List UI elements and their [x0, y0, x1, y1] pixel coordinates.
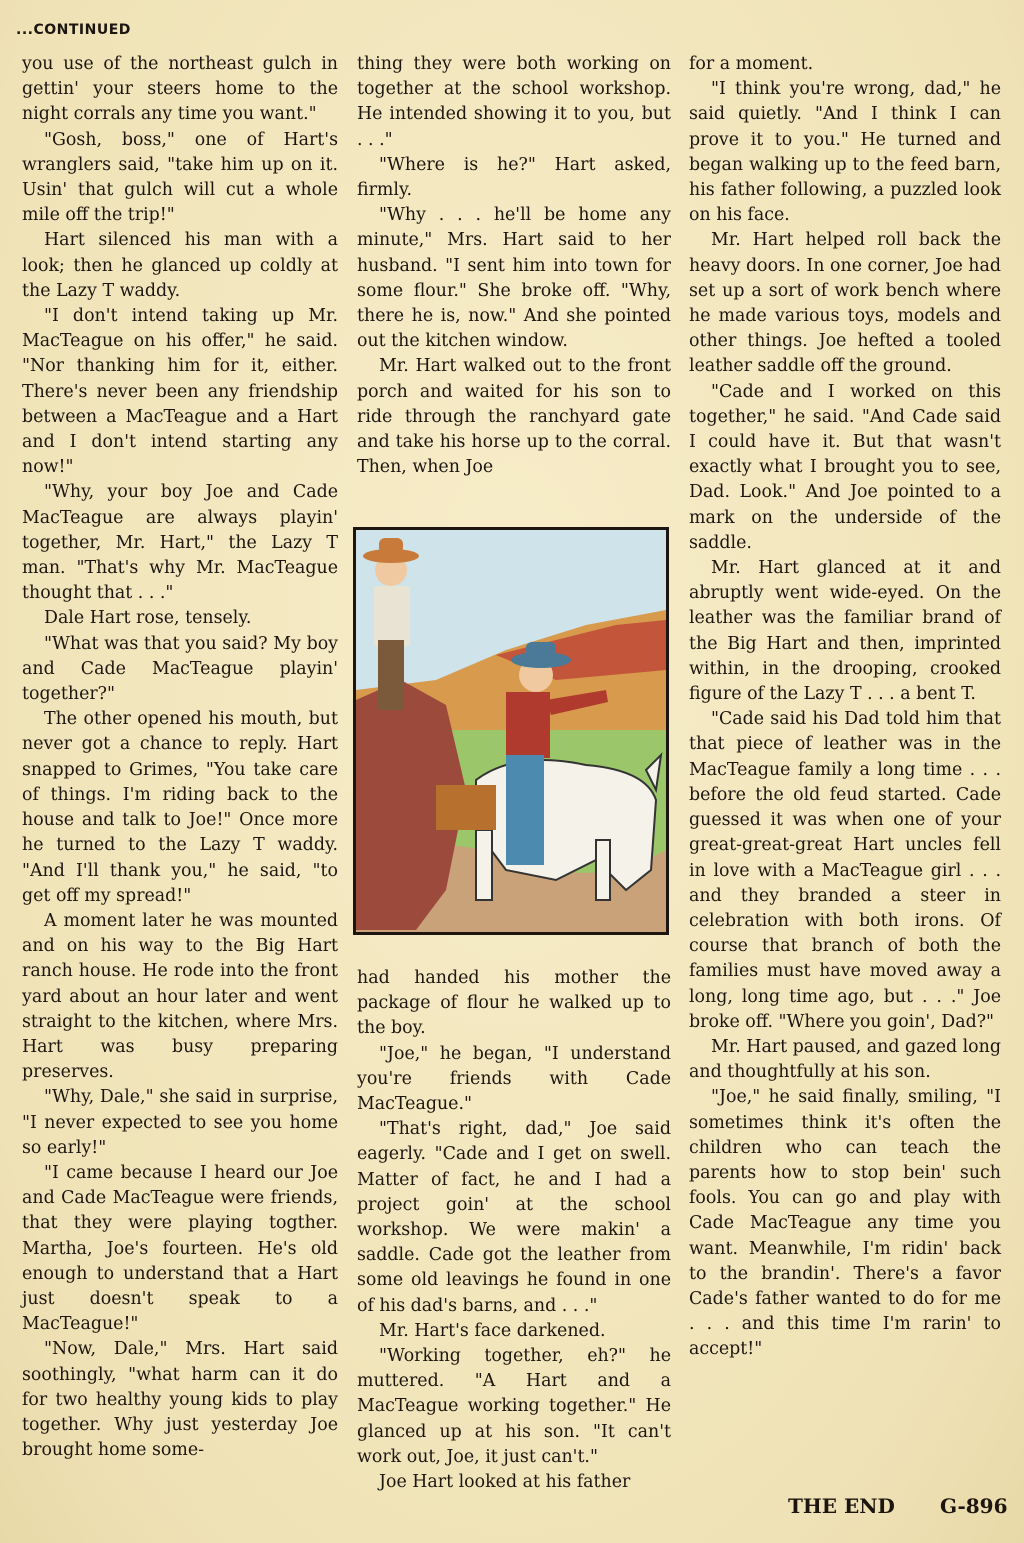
paragraph: "What was that you said? My boy and Cade MacTeague playin' together?": [22, 633, 338, 705]
cowboys-on-horseback-illustration: [356, 530, 666, 932]
paragraph: Mr. Hart's face darkened.: [379, 1320, 606, 1341]
paragraph: "Cade and I worked on this together," he said. "And Cade said I could have it. But that wasn't exactly what I brought you to see, Dad. Look." And Joe pointed to a mark on the underside of the saddle.: [689, 381, 1001, 553]
paragraph: "Where is he?" Hart asked, firmly.: [357, 154, 671, 201]
paragraph: Hart silenced his man with a look; then he glanced up coldly at the Lazy T waddy.: [22, 230, 338, 301]
paragraph: "Joe," he began, "I understand you're friends with Cade MacTeague.": [357, 1043, 671, 1115]
the-end-label: THE END: [788, 1494, 895, 1518]
comic-illustration: [353, 527, 669, 935]
story-code: G-896: [940, 1494, 1008, 1518]
paragraph: "That's right, dad," Joe said eagerly. "Cade and I get on swell. Matter of fact, he and I had a project goin' at the school workshop. We were makin' a saddle. Cade got the leather from some old leavings he found in one of his dad's barns, and . . .": [357, 1119, 671, 1316]
paragraph: "I don't intend taking up Mr. MacTeague on his offer," he said. "Nor thanking him for it, either. There's never been any friendship between a MacTeague and a Hart and I don't intend starting any now!": [22, 306, 338, 478]
paragraph: thing they were both working on together at the school workshop. He intended showing it to you, but . . .": [357, 54, 671, 150]
paragraph: Mr. Hart helped roll back the heavy doors. In one corner, Joe had set up a sort of work bench where he made various toys, models and other things. Joe hefted a tooled leather saddle off the ground.: [689, 230, 1001, 377]
paragraph: "I came because I heard our Joe and Cade MacTeague were friends, that they were playing togther. Martha, Joe's fourteen. He's old enough to understand that a Hart just doesn't speak to a MacTeague!": [22, 1162, 338, 1335]
paragraph: Joe Hart looked at his father: [379, 1472, 631, 1493]
paragraph: Mr. Hart walked out to the front porch and waited for his son to ride through the ranchyard gate and take his horse up to the corral. Then, when Joe: [357, 356, 671, 478]
paragraph: "Working together, eh?" he muttered. "A Hart and a MacTeague working together." He glanced up at his son. "It can't work out, Joe, it just can't.": [357, 1346, 671, 1467]
paragraph: for a moment.: [689, 54, 814, 74]
column-2-bottom: [357, 966, 671, 1495]
paragraph: Mr. Hart glanced at it and abruptly went wide-eyed. On the leather was the familiar brand of the Big Hart and then, imprinted within, in the drooping, crooked figure of the Lazy T . . . a bent T.: [689, 558, 1001, 705]
paragraph: "Gosh, boss," one of Hart's wranglers said, "take him up on it. Usin' that gulch will cut a whole mile off the trip!": [22, 129, 338, 226]
paragraph: "Cade said his Dad told him that that piece of leather was in the MacTeague family a long time . . . before the old feud started. Cade guessed it was when one of your great-great-great Hart uncles fell in love with a MacTeague girl . . . and they branded a steer in celebration with both irons. Of course that branch of both the families must have moved away a long, long time ago, but . . ." Joe broke off. "Where you goin', Dad?": [689, 709, 1001, 1032]
paragraph: "Now, Dale," Mrs. Hart said soothingly, "what harm can it do for two healthy young kids to play together. Why just yesterday Joe brought home some-: [22, 1339, 338, 1461]
paragraph: had handed his mother the package of flour he walked up to the boy.: [357, 968, 671, 1039]
paragraph: "I think you're wrong, dad," he said quietly. "And I think I can prove it to you." He turned and began walking up to the feed barn, his father following, a puzzled look on his face.: [689, 79, 1001, 226]
paragraph: "Why, your boy Joe and Cade MacTeague are always playin' together, Mr. Hart," the Lazy T man. "That's why Mr. MacTeague thought that . . .": [22, 482, 338, 604]
column-3: [689, 52, 1001, 1363]
paragraph: "Why . . . he'll be home any minute," Mrs. Hart said to her husband. "I sent him into town for some flour." She broke off. "Why, there he is, now." And she pointed out the kitchen window.: [357, 205, 671, 352]
paragraph: A moment later he was mounted and on his way to the Big Hart ranch house. He rode into the front yard about an hour later and went straight to the kitchen, where Mrs. Hart was busy preparing preserves.: [22, 910, 338, 1083]
column-2-top: [357, 52, 671, 480]
paragraph: Mr. Hart paused, and gazed long and thoughtfully at his son.: [689, 1036, 1001, 1083]
paragraph: The other opened his mouth, but never got a chance to reply. Hart snapped to Grimes, "You take care of things. I'm riding back to the house and talk to Joe!" Once more he turned to the Lazy T waddy. "And I'll thank you," he said, "to get off my spread!": [22, 709, 338, 906]
paragraph: Dale Hart rose, tensely.: [44, 608, 252, 629]
paragraph: "Why, Dale," she said in surprise, "I never expected to see you home so early!": [22, 1087, 338, 1158]
column-1: [22, 52, 338, 1463]
paragraph: you use of the northeast gulch in gettin' your steers home to the night corrals any time you want.": [22, 54, 338, 125]
paragraph: "Joe," he said finally, smiling, "I sometimes think it's often the children who can teach the parents how to stop bein' such fools. You can go and play with Cade MacTeague any time you want. Meanwhile, I'm ridin' back to the brandin'. There's a favor Cade's father wanted to do for me . . . and this time I'm rarin' to accept!": [689, 1087, 1001, 1360]
continued-header: ...CONTINUED: [16, 22, 131, 38]
